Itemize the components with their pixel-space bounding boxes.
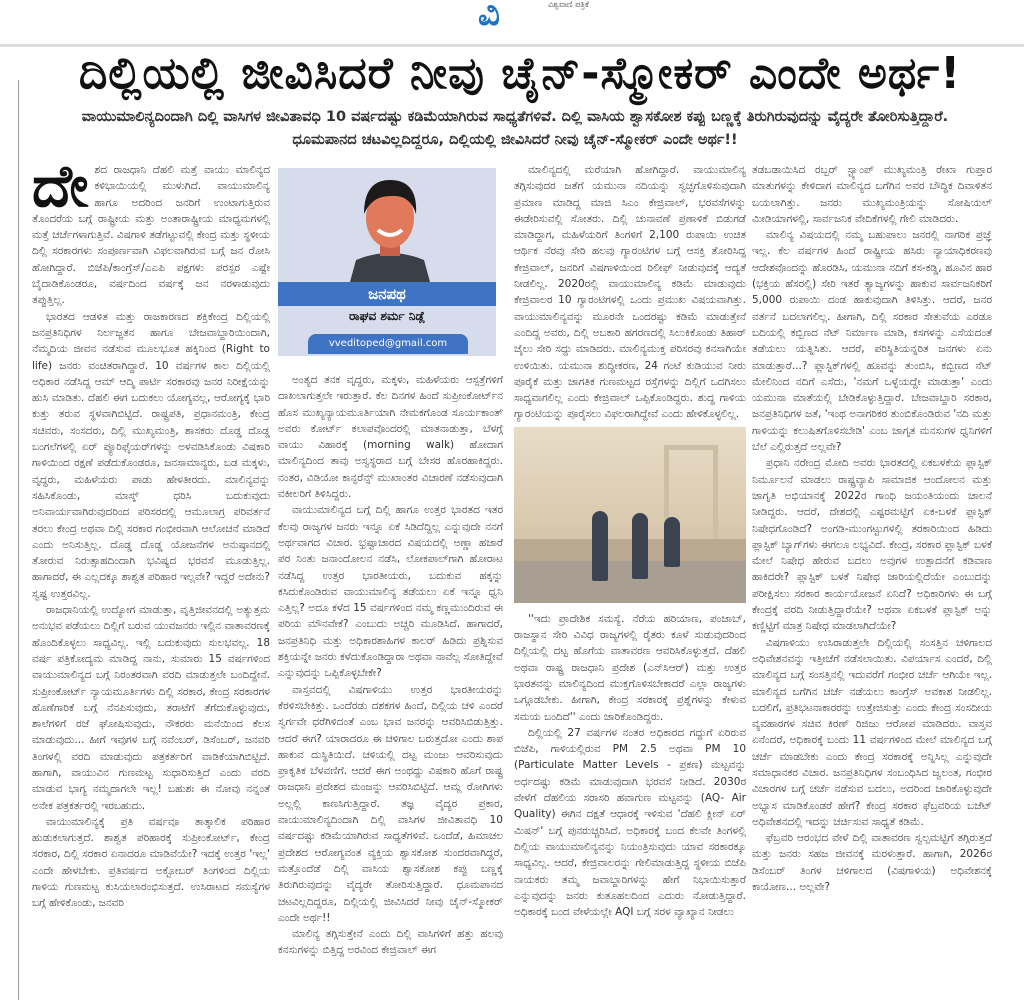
author-photo xyxy=(350,174,430,282)
newspaper-logo-text: ವಿಶ್ವವಾಣಿ ಪತ್ರಿಕೆ xyxy=(548,0,589,9)
column-4 xyxy=(752,162,992,1000)
smog-photo xyxy=(514,427,746,603)
subheadline: ವಾಯುಮಾಲಿನ್ಯದಿಂದಾಗಿ ದಿಲ್ಲಿ ವಾಸಿಗಳ ಜೀವಿತಾವಧಿ 10 ವರ್ಷದಷ್ಟು ಕಡಿಮೆಯಾಗಿರುವ ಸಾಧ್ಯತೆಗಳಿವೆ. ದಿಲ್ಲಿ ವಾಸಿಯ ಶ್ವಾಸಕೋಶ ಕಪ್ಪು ಬಣ್ಣಕ್ಕೆ ತಿರುಗಿರುವುದನ್ನು ವೈದ್ಯರೇ ತೋರಿಸುತ್ತಿದ್ದಾರೆ. ಧೂಮಪಾನದ ಚಟವಿಲ್ಲದಿದ್ದರೂ, ದಿಲ್ಲಿಯಲ್ಲಿ ಜೀವಿಸಿದರೆ ನೀವು ಚೈನ್-ಸ್ಮೋಕರ್ ಎಂದೇ ಅರ್ಥ!! xyxy=(81,109,949,148)
headline: ದಿಲ್ಲಿಯಲ್ಲಿ ಜೀವಿಸಿದರೆ ನೀವು ಚೈನ್-ಸ್ಮೋಕರ್ ಎಂದೇ ಅರ್ಥ! xyxy=(78,48,962,99)
person-figure xyxy=(664,517,680,567)
column-2 xyxy=(278,372,503,1000)
author-name: ರಾಘವ ಶರ್ಮ ನಿಡ್ಲೆ xyxy=(348,309,426,323)
paragraph: ಮಾಲಿನ್ಯ ತಗ್ಗಿಸುತ್ತೇನೆ ಎಂದು ದಿಲ್ಲಿ ವಾಸಿಗಳಿಗೆ ಹತ್ತು ಹಲವು ಕನಸುಗಳನ್ನು ಬಿತ್ತಿದ್ದ ಅರವಿಂದ ಕೇಜ್ರಿವಾಲ್ ಈಗ xyxy=(278,928,503,957)
person-figure xyxy=(592,511,608,581)
paragraph: ಫೆಬ್ರವರಿ ಆರಂಭದ ವೇಳೆ ದಿಲ್ಲಿ ವಾತಾವರಣ ಸ್ವಲ್ಪಮಟ್ಟಿಗೆ ತಗ್ಗಿರುತ್ತದೆ ಮತ್ತು ಜನರು ಸಹಜ ಜೀವನಕ್ಕೆ ಮರಳುತ್ತಾರೆ. ಹಾಗಾಗಿ, 2026ರ ಡಿಸೆಂಬರ್ ತಿಂಗಳ ಚಳಿಗಾಲದ (ವಿಷಗಾಳಿಯ) ಅಧಿವೇಶನಕ್ಕೆ ಕಾಯೋಣ... ಅಲ್ಲವೇ? xyxy=(752,832,992,894)
ground xyxy=(514,561,746,603)
paragraph: ವಾಯುಮಾಲಿನ್ಯದ ಬಗ್ಗೆ ದಿಲ್ಲಿ ಹಾಗೂ ಉತ್ತರ ಭಾರತದ ಇತರ ಕೆಲವು ರಾಜ್ಯಗಳ ಜನರು ಇನ್ನೂ ಏಕೆ ಸಿಡಿದೆದ್ದಿಲ್ಲ ಎನ್ನುವುದೇ ನನಗೆ ಅರ್ಥವಾಗದ ವಿಚಾರ. ಭ್ರಷ್ಟಾಚಾರದ ವಿಷಯದಲ್ಲಿ ಅಣ್ಣಾ ಹಜಾರೆ ಪರ ನಿಂತು ಜನಾಂದೋಲನ ನಡೆಸಿ, ಲೋಕಪಾಲ್‌ಗಾಗಿ ಹೋರಾಟ ನಡೆಸಿದ್ದ ಉತ್ತರ ಭಾರತೀಯರು, ಬದುಕುವ ಹಕ್ಕನ್ನು ಕಸಿದುಕೊಂಡಿರುವ ವಾಯುಮಾಲಿನ್ಯ ತಡೆಯಲು ಏಕೆ ಇನ್ನೂ ಧ್ವನಿ ಎತ್ತಿಲ್ಲ? ಅದೂ ಕಳೆದ 15 ವರ್ಷಗಳಿಂದ ನಮ್ಮ ಕಣ್ಣಮುಂದಿರುವ ಈ ಪರಿಯ ಮೌನವೇಕೆ? ಎಂಬುದು ಅಚ್ಚರಿ ಮೂಡಿಸಿದೆ. ಹಾಗಾದರೆ, ಜನಪ್ರತಿನಿಧಿ ಮತ್ತು ಅಧಿಕಾರಶಾಹಿಗಳ ಕಾಲರ್ ಹಿಡಿದು ಪ್ರಶ್ನಿಸುವ ಶಕ್ತಿಯನ್ನೇ ಜನರು ಕಳೆದುಕೊಂಡಿದ್ದಾರಾ ಅಥವಾ ನಾವೆಲ್ಲ ಸೋತಿದ್ದೇವೆ ಎನ್ನುವುದನ್ನು ಒಪ್ಪಿಕೊಳ್ಳಬೇಕೇ? xyxy=(278,504,503,680)
barricade xyxy=(514,539,746,561)
paragraph: ಮಾಲಿನ್ಯದಲ್ಲಿ ಮರೆಯಾಗಿ ಹೋಗಿದ್ದಾರೆ. ವಾಯುಮಾಲಿನ್ಯ ತಗ್ಗಿಸುವುದರ ಜತೆಗೆ ಯಮುನಾ ನದಿಯನ್ನು ಸ್ವಚ್ಛಗೊಳಿಸುವುದಾಗಿ ಪ್ರಮಾಣ ಮಾಡಿದ್ದ ಮಾಜಿ ಸಿಎಂ ಕೇಜ್ರಿವಾಲ್, ಭರವಸೆಗಳನ್ನು ಈಡೇರಿಸುವಲ್ಲಿ ಸೋತರು. ದಿಲ್ಲಿ ಚುನಾವಣೆ ಪ್ರಣಾಳಿಕೆ ಬಿಡುಗಡೆ ಮಾಡಿದ್ದಾಗ, ಮಹಿಳೆಯರಿಗೆ ತಿಂಗಳಿಗೆ 2,100 ರುಪಾಯಿ ಉಚಿತ ಆರ್ಥಿಕ ನೆರವು ಸೇರಿ ಹಲವು ಗ್ಯಾರಂಟಿಗಳ ಬಗ್ಗೆ ಆಸಕ್ತಿ ತೋರಿಸಿದ್ದ ಕೇಜ್ರಿವಾಲ್, ಜನರಿಗೆ ವಿಷಗಾಳಿಯಿಂದ ರಿಲೀಫ್ ನೀಡುವುದಕ್ಕೆ ಆದ್ಯತೆ ನೀಡಲಿಲ್ಲ. 2020ರಲ್ಲಿ ವಾಯುಮಾಲಿನ್ಯ ಕಡಿಮೆ ಮಾಡುವುದು ಕೇಜ್ರಿವಾಲರ 10 ಗ್ಯಾರಂಟಿಗಳಲ್ಲಿ ಒಂದು ಪ್ರಮುಖ ವಿಷಯವಾಗಿತ್ತು. ವಾಯುಮಾಲಿನ್ಯವನ್ನು ಮೂರನೇ ಒಂದರಷ್ಟು ಕಡಿಮೆ ಮಾಡುತ್ತೇನೆ ಎಂದಿದ್ದ ಅವರು, ದಿಲ್ಲಿ ಅಬಕಾರಿ ಹಗರಣದಲ್ಲಿ ಸಿಲುಕಿಕೊಂಡು ತಿಹಾರ್ ಜೈಲು ಸೇರಿ ಸದ್ದು ಮಾಡಿದರು. ಮಾಲಿನ್ಯಮುಕ್ತ ಪರಿಸರವು ಕನಸಾಗಿಯೇ ಉಳಿಯಿತು. ಯಮುನಾ ಶುದ್ಧೀಕರಣ, 24 ಗಂಟೆ ಕುಡಿಯುವ ನೀರು ಪೂರೈಕೆ ಮತ್ತು ಜಾಗತಿಕ ಗುಣಮಟ್ಟದ ರಸ್ತೆಗಳನ್ನು ದಿಲ್ಲಿಗೆ ಒದಗಿಸಲು ಸಾಧ್ಯವಾಗಲಿಲ್ಲ ಎಂದು ಕೇಜ್ರಿವಾಲ್ ಒಪ್ಪಿಕೊಂಡಿದ್ದರು. ಶುದ್ಧ ಗಾಳಿಯ ಗ್ಯಾರಂಟಿಯನ್ನು ಪೂರೈಸಲು ವಿಫಲರಾಗಿದ್ದೇವೆ ಎಂದು ಹೇಳಿಕೊಳ್ಳಲಿಲ್ಲ. xyxy=(514,164,746,421)
column-3 xyxy=(514,162,746,1000)
paragraph xyxy=(32,162,270,309)
paragraph: ಅಂತ್ಯದ ತನಕ ವೃದ್ಧರು, ಮಕ್ಕಳು, ಮಹಿಳೆಯರು ಆಸ್ಪತ್ರೆಗಳಿಗೆ ದಾಖಲಾಗುತ್ತಲೇ ಇರುತ್ತಾರೆ. ಕೆಲ ದಿನಗಳ ಹಿಂದೆ ಸುಪ್ರೀಂಕೋರ್ಟ್‌ನ ಹೊಸ ಮುಖ್ಯನ್ಯಾಯಮೂರ್ತಿಯಾಗಿ ನೇಮಕಗೊಂಡ ಸೂರ್ಯಕಾಂತ್ ಅವರು ಕೋರ್ಟ್ ಕಲಾಪವೊಂದರಲ್ಲಿ ಮಾತನಾಡುತ್ತಾ, ಬೆಳಗ್ಗೆ ವಾಯು ವಿಹಾರಕ್ಕೆ (morning walk) ಹೋದಾಗ ಮಾಲಿನ್ಯದಿಂದ ತಾವು ಅಸ್ವಸ್ಥರಾದ ಬಗ್ಗೆ ಬೇಸರ ಹೊರಹಾಕಿದ್ದರು. ನಂತರ, ವಿಡಿಯೋ ಕಾನ್ಫರೆನ್ಸ್ ಮುಖಾಂತರ ವಿಚಾರಣೆ ನಡೆಸುವುದಾಗಿ ವಕೀಲರಿಗೆ ತಿಳಿಸಿದ್ದರು. xyxy=(278,374,503,501)
person-figure xyxy=(632,513,648,579)
paragraph: ಭಾರತದ ಆಡಳಿತ ಮತ್ತು ರಾಜಕಾರಣದ ಶಕ್ತಿಕೇಂದ್ರ ದಿಲ್ಲಿಯಲ್ಲಿ ಜನಪ್ರತಿನಿಧಿಗಳ ನಿರ್ಲಜ್ಜತನ ಹಾಗೂ ಬೇಜವಾಬ್ದಾರಿಯಿಂದಾಗಿ, ನೆಮ್ಮದಿಯ ಜೀವನ ನಡೆಸುವ ಮೂಲಭೂತ ಹಕ್ಕಿನಿಂದ (Right to life) ಜನರು ವಂಚಿತರಾಗಿದ್ದಾರೆ. 10 ವರ್ಷಗಳ ಕಾಲ ದಿಲ್ಲಿಯಲ್ಲಿ ಅಧಿಕಾರ ನಡೆಸಿದ್ದ ಆಮ್ ಆದ್ಮಿ ಪಾರ್ಟಿ ಸರಕಾರವು ಜನರ ನಿರೀಕ್ಷೆಯನ್ನು ಹುಸಿ ಮಾಡಿತು. ದೆಹಲಿ ಈಗ ಬದುಕಲು ಯೋಗ್ಯವಲ್ಲ, ಆರೋಗ್ಯಕ್ಕೆ ಭಾರಿ ಕುತ್ತು ತರುವ ಸ್ಥಳವಾಗಿಬಿಟ್ಟಿದೆ. ರಾಷ್ಟ್ರಪತಿ, ಪ್ರಧಾನಮಂತ್ರಿ, ಕೇಂದ್ರ ಸಚಿವರು, ಸಂಸದರು, ದಿಲ್ಲಿ ಮುಖ್ಯಮಂತ್ರಿ, ಶಾಸಕರು ದೊಡ್ಡ ದೊಡ್ಡ ಬಂಗಲೆಗಳಲ್ಲಿ ಏರ್ ಪ್ಯೂರಿಫೈಯರ್‌ಗಳನ್ನು ಅಳವಡಿಸಿಕೊಂಡು ವಿಷಕಾರಿ ಗಾಳಿಯಿಂದ ರಕ್ಷಣೆ ಪಡೆದುಕೊಂಡರೂ, ಜನಸಾಮಾನ್ಯರು, ಬಡ ಮಕ್ಕಳು, ವೃದ್ಧರು, ಮಹಿಳೆಯರು ಪಾಡು ಹೇಳತೀರದು. ಮಾಲಿನ್ಯವನ್ನು ಸಹಿಸಿಕೊಂಡು, ಮಾಸ್ಕ್ ಧರಿಸಿ ಬದುಕುವುದು ಅನಿವಾರ್ಯವಾಗಿರುವುದರಿಂದ ಪರಿಸರದಲ್ಲಿ ಆಮೂಲಾಗ್ರ ಪರಿವರ್ತನೆ ತರಲು ಕೇಂದ್ರ ಅಥವಾ ದಿಲ್ಲಿ ಸರಕಾರ ಗಂಭೀರವಾಗಿ ಆಲೋಚನೆ ಮಾಡಿದೆ ಎಂದು ಅನಿಸುತ್ತಿಲ್ಲ. ದೊಡ್ಡ ದೊಡ್ಡ ಯೋಜನೆಗಳ ಅನುಷ್ಠಾನದಲ್ಲಿ ತೋರುವ ನಿರುತ್ಸಾಹದಿಂದಾಗಿ ಭವಿಷ್ಯದ ಭರವಸೆ ಮೂಡುತ್ತಿಲ್ಲ. ಹಾಗಾದರೆ, ಈ ಎಲ್ಲದಕ್ಕೂ ಶಾಶ್ವತ ಪರಿಹಾರ ಇಲ್ಲವೇ? ಇದ್ದರೆ ಅದೇನು? ಸ್ವಷ್ಟ ಉತ್ತರವಿಲ್ಲ. xyxy=(32,310,270,600)
author-box xyxy=(278,168,496,356)
newspaper-logo: ವಿ xyxy=(478,0,500,34)
paragraph: ದಿಲ್ಲಿಯಲ್ಲಿ 27 ವರ್ಷಗಳ ನಂತರ ಅಧಿಕಾರದ ಗದ್ದುಗೆ ಏರಿರುವ ಬಿಜೆಪಿ, ಗಾಳಿಯಲ್ಲಿರುವ PM 2.5 ಅಥವಾ PM 10 (Particulate Matter Levels - ಪ್ರಕಣ) ಮಟ್ಟವನ್ನು ಅರ್ಧದಷ್ಟು ಕಡಿಮೆ ಮಾಡುವುದಾಗಿ ಭರವಸೆ ನೀಡಿದೆ. 2030ರ ವೇಳೆಗೆ ದೆಹಲಿಯ ಸರಾಸರಿ ಹವಾಗುಣ ಮಟ್ಟವನ್ನು (AQ- Air Quality) ಈಗಿನ ದಕ್ಷತೆ ಆಧಾರಕ್ಕೆ ಇಳಿಸುವ 'ದೆಹಲಿ ಕ್ಲೀನ್ ಏರ್ ಮಿಷನ್' ಬಗ್ಗೆ ಪುನರುಚ್ಚರಿಸಿದೆ. ಅಧಿಕಾರಕ್ಕೆ ಬಂದ ಕೆಲವೇ ತಿಂಗಳಲ್ಲಿ ದಿಲ್ಲಿಯ ವಾಯುಮಾಲಿನ್ಯವನ್ನು ನಿಯಂತ್ರಿಸುವುದು ಯಾವ ಸರಕಾರಕ್ಕೂ ಸಾಧ್ಯವಿಲ್ಲ. ಆದರೆ, ಕೇಜ್ರಿವಾಲರನ್ನು ಗೇಲಿಮಾಡುತ್ತಿದ್ದ ಸ್ಥಳೀಯ ಬಿಜೆಪಿ ನಾಯಕರು ತಮ್ಮ ಜವಾಬ್ದಾರಿಗಳನ್ನು ಹೇಗೆ ನಿಭಾಯಿಸುತ್ತಾರೆ ಎನ್ನುವುದನ್ನು ಜನರು ಕುತೂಹಲದಿಂದ ಎದುರು ನೋಡುತ್ತಿದ್ದಾರೆ. ಅಧಿಕಾರಕ್ಕೆ ಬಂದ ವೇಳೆಯಲ್ಲೇ AQI ಬಗ್ಗೆ ಸರಳ ವ್ಯಾಖ್ಯಾನ ನೀಡಲು xyxy=(514,726,746,919)
masthead xyxy=(0,0,1024,47)
paragraph: ವಾಸ್ತವದಲ್ಲಿ ವಿಷಗಾಳಿಯು ಉತ್ತರ ಭಾರತೀಯರನ್ನು ಕೆರಳಿಸಬೇಕಿತ್ತು. ಒಂದೆರಡು ದಶಕಗಳ ಹಿಂದೆ, ದಿಲ್ಲಿಯ ಚಳಿ ಎಂದರೆ ಸ್ವರ್ಗವೇ ಧರೆಗಿಳಿದಂತೆ ಎಂಬ ಭಾವ ಜನರನ್ನು ಆವರಿಸಿಬಿಡುತ್ತಿತ್ತು. ಆದರೆ ಈಗ? ಯಾರಾದರೂ ಈ ಚಳಿಗಾಲ ಬರುತ್ತದೋ ಎಂದು ಶಾಪ ಹಾಕುವ ದುಸ್ಥಿತಿಯಿದೆ. ಚಳಿಯಲ್ಲಿ ದಟ್ಟ ಮಂಜು ಆವರಿಸುವುದು ಪ್ರಾಕೃತಿಕ ಬೆಳವಣಿಗೆ. ಆದರೆ ಈಗ ಅಂಥದ್ದು ವಿಷಕಾರಿ ಹೊಗೆ ರಾಷ್ಟ್ರ ರಾಜಧಾನಿ ಪ್ರದೇಶದ ಮಂಜನ್ನು ಆವರಿಸಿಬಿಟ್ಟಿದೆ. ಆಮ್ಲ ರೋಗಿಗಳು ಅಲ್ಲಲ್ಲಿ ಕಾಣಸಿಗುತ್ತಿದ್ದಾರೆ. ತಜ್ಞ ವೈದ್ಯರ ಪ್ರಕಾರ, ವಾಯುಮಾಲಿನ್ಯದಿಂದಾಗಿ ದಿಲ್ಲಿ ವಾಸಿಗಳ ಜೀವಿತಾವಧಿ 10 ವರ್ಷದಷ್ಟು ಕಡಿಮೆಯಾಗಿರುವ ಸಾಧ್ಯತೆಗಳಿವೆ. ಒಂದೆಡೆ, ಹಿಮಾಚಲ ಪ್ರದೇಶದ ಆರೋಗ್ಯವಂತ ವ್ಯಕ್ತಿಯ ಶ್ವಾಸಕೋಶ ಸುಂದರವಾಗಿದ್ದರೆ, ಮತ್ತೊಂದೆಡೆ ದಿಲ್ಲಿ ವಾಸಿಯ ಶ್ವಾಸಕೋಶ ಕಪ್ಪು ಬಣ್ಣಕ್ಕೆ ತಿರುಗಿರುವುದನ್ನು ವೈದ್ಯರೇ ತೋರಿಸುತ್ತಿದ್ದಾರೆ. ಧೂಮಪಾನದ ಚಟವಿಲ್ಲದಿದ್ದರೂ, ದಿಲ್ಲಿಯಲ್ಲಿ ಜೀವಿಸಿದರೆ ನೀವು ಚೈನ್-ಸ್ಮೋಕರ್ ಎಂದೇ ಅರ್ಥ!! xyxy=(278,683,503,924)
paragraph: ರಾಜಧಾನಿಯಲ್ಲಿ ಉದ್ಯೋಗ ಮಾಡುತ್ತಾ, ವೃತ್ತಿಜೀವನದಲ್ಲಿ ಅತ್ಯುತ್ತಮ ಅನುಭವ ಪಡೆಯಲು ದಿಲ್ಲಿಗೆ ಬರುವ ಯುವಜನರು ಇಲ್ಲಿನ ವಾತಾವರಣಕ್ಕೆ ಹೊಂದಿಕೊಳ್ಳಲು ಸಾಧ್ಯವಿಲ್ಲ. ಇಲ್ಲಿ ಬದುಕುವುದು ಸುಲಭವಲ್ಲ. 18 ವರ್ಷ ಪತ್ರಿಕೋದ್ಯಮ ಮಾಡಿದ್ದ ನಾನು, ಸುಮಾರು 15 ವರ್ಷಗಳಿಂದ ವಾಯುಮಾಲಿನ್ಯದ ಬಗ್ಗೆ ನಿರಂತರವಾಗಿ ವರದಿ ಮಾಡುತ್ತಲೇ ಬಂದಿದ್ದೇನೆ. ಸುಪ್ರೀಂಕೋರ್ಟ್ ನ್ಯಾಯಮೂರ್ತಿಗಳು ದಿಲ್ಲಿ ಸರಕಾರ, ಕೇಂದ್ರ ಸರಕಾರಗಳ ಹೊಣೆಗಾರಿಕೆ ಬಗ್ಗೆ ನೆನಪಿಸುವುದು, ತರಾಟೆಗೆ ತೆಗೆದುಕೊಳ್ಳುವುದು, ಶಾಲೆಗಳಿಗೆ ರಜೆ ಘೋಷಿಸುವುದು, ನೌಕರರು ಮನೆಯಿಂದ ಕೆಲಸ ಮಾಡುವುದು... ಹೀಗೆ ಇವುಗಳ ಬಗ್ಗೆ ನವೆಂಬರ್, ಡಿಸೆಂಬರ್, ಜನವರಿ ತಿಂಗಳಲ್ಲಿ ವರದಿ ಮಾಡುವುದು ಪತ್ರಕರ್ತರಿಗೆ ವಾಡಿಕೆಯಾಗಿಬಿಟ್ಟಿದೆ. ಹಾಗಾಗಿ, ವಾಯುವಿನ ಗುಣಮಟ್ಟ ಸುಧಾರಿಸುತ್ತಿದೆ ಎಂದು ವರದಿ ಮಾಡುವ ಭಾಗ್ಯ ನಮ್ಮದಾಗಲೇ ಇಲ್ಲ! ಬಹುಶಃ ಈ ನೋವು ನನ್ನಂತೆ ಅನೇಕ ಪತ್ರಕರ್ತರಲ್ಲಿ ಇರಬಹುದು. xyxy=(32,604,270,812)
column-1 xyxy=(32,162,270,1000)
paragraph: ಮಾಲಿನ್ಯ ವಿಷಯದಲ್ಲಿ ನಮ್ಮ ಬಹುಪಾಲು ಜನರಲ್ಲಿ ನಾಗರಿಕ ಪ್ರಜ್ಞೆ ಇಲ್ಲ. ಕೆಲ ವರ್ಷಗಳ ಹಿಂದೆ ರಾಷ್ಟ್ರೀಯ ಹಸಿರು ನ್ಯಾಯಾಧಿಕರಣವು ಆದೇಶವೊಂದನ್ನು ಹೊರಡಿಸಿ, ಯಮುನಾ ನದಿಗೆ ಕಸ-ಕಡ್ಡಿ, ಹೂವಿನ ಹಾರ (ಭಕ್ತಿಯ ಹೆಸರಲ್ಲಿ) ಸೇರಿ ಇತರೆ ತ್ಯಾಜ್ಯಗಳನ್ನು ಹಾಕುವ ಸಾರ್ವಜನಿಕರಿಗೆ 5,000 ರುಪಾಯಿ ದಂಡ ಹಾಕುವುದಾಗಿ ತಿಳಿಸಿತ್ತು. ಆದರೆ, ಜನರ ವರ್ತನೆ ಬದಲಾಗಲಿಲ್ಲ. ಹೀಗಾಗಿ, ದಿಲ್ಲಿ ಸರಕಾರ ಸೇತುವೆಯ ಎರಡೂ ಬದಿಯಲ್ಲಿ ಕಬ್ಬಿಣದ ನೆಟ್ ನಿರ್ಮಾಣ ಮಾಡಿ, ಕಸಗಳನ್ನು ಎಸೆಯದಂತೆ ತಡೆಯಲು ಯತ್ನಿಸಿತು. ಆದರೆ, ಪರಿಸ್ಥಿತಿಯನ್ನರಿತ ಜನಗಳು ಏನು ಮಾಡುತ್ತಾರೆ...? ಪ್ಲಾಸ್ಟಿಕ್‌ಗಳಲ್ಲಿ ಹೂವನ್ನು ತುಂಬಿಸಿ, ಕಬ್ಬಿಣದ ನೆಟ್ ಮೇಲಿನಿಂದ ನದಿಗೆ ಎಸೆದು, 'ನಮಗೆ ಒಳ್ಳೆಯದ್ದೇ ಮಾಡುತ್ತಾ' ಎಂದು ಯಮುನಾ ಮಾತೆಯಲ್ಲಿ ಬೇಡಿಕೊಳ್ಳುತ್ತಿದ್ದಾರೆ. ಬೇಜವಾಬ್ದಾರಿ ಸರಕಾರ, ಜನಪ್ರತಿನಿಧಿಗಳ ಜತೆ, 'ಇಂಥ ಅನಾಗರಿಕರ ತುಂಬಿಕೊಂಡಿರುವ 'ನದಿ ಮತ್ತು ಗಾಳಿಯನ್ನು ಕಲುಷಿತಗೊಳಿಸಬೇಡಿ' ಎಂಬ ಜಾಗೃತ ಮನಸುಗಳ ಧ್ವನಿಗಳಿಗೆ ಬೆಲೆ ಎಲ್ಲಿರುತ್ತದೆ ಅಲ್ಲವೇ? xyxy=(752,229,992,454)
paragraph: ವಾಯುಮಾಲಿನ್ಯಕ್ಕೆ ಪ್ರತಿ ವರ್ಷವೂ ತಾತ್ಕಾಲಿಕ ಪರಿಹಾರ ಹುಡುಕಲಾಗುತ್ತದೆ. ಶಾಶ್ವತ ಪರಿಹಾರಕ್ಕೆ ಸುಪ್ರೀಂಕೋರ್ಟ್, ಕೇಂದ್ರ ಸರಕಾರ, ದಿಲ್ಲಿ ಸರಕಾರ ಏನಾದರೂ ಮಾಡಿವೆಯೇ? ಇದಕ್ಕೆ ಉತ್ತರ 'ಇಲ್ಲ' ಎಂದೇ ಹೇಳಬೇಕು. ಪ್ರತಿವರ್ಷದ ಅಕ್ಟೋಬರ್ ತಿಂಗಳಿಂದ ದಿಲ್ಲಿಯ ಗಾಳಿಯ ಗುಣಮಟ್ಟ ಕುಸಿಯಲಾರಂಭಿಸುತ್ತದೆ. ಉಸಿರಾಟದ ಸಮಸ್ಯೆಗಳ ಬಗ್ಗೆ ಹೇಳಿಕೊಂಡು, ಜನವರಿ xyxy=(32,815,270,910)
column-rule xyxy=(18,80,19,1000)
author-email[interactable]: vveditoped@gmail.com xyxy=(308,334,468,354)
paragraph: ತಡಬಡಾಯಿಸಿದ ರಬ್ಬರ್ ಸ್ಟ್ಯಾಂಪ್ ಮುಖ್ಯಮಂತ್ರಿ ರೇಖಾ ಗುಪ್ತಾರ ಮಾತುಗಳನ್ನು ಕೇಳಿದಾಗ ಮಾಲಿನ್ಯದ ಬಗೆಗಿನ ಅವರ ಬೌದ್ಧಿಕ ದಿವಾಳಿತನ ಬಯಲಾಗಿತ್ತು. ಜನರು ಮುಖ್ಯಮಂತ್ರಿಯನ್ನು ಸೋಷಿಯಲ್ ಮೀಡಿಯಾಗಳಲ್ಲಿ, ಸಾರ್ವಜನಿಕ ವೇದಿಕೆಗಳಲ್ಲಿ ಗೇಲಿ ಮಾಡಿದರು. xyxy=(752,164,992,225)
paragraph: ಪ್ರಧಾನಿ ನರೇಂದ್ರ ಮೋದಿ ಅವರು ಭಾರತದಲ್ಲಿ ಏಕಬಳಕೆಯ ಪ್ಲಾಸ್ಟಿಕ್ ನಿರ್ಮೂಲನೆ ಮಾಡಲು ರಾಷ್ಟ್ರವ್ಯಾಪಿ ಸಾಮಾಜಿಕ ಆಂದೋಲನ ಮತ್ತು ಜಾಗೃತಿ ಅಭಿಯಾನಕ್ಕೆ 2022ರ ಗಾಂಧಿ ಜಯಂತಿಯಂದು ಚಾಲನೆ ನೀಡಿದ್ದರು. ಆದರೆ, ದೇಶದಲ್ಲಿ ಎಷ್ಟರಮಟ್ಟಿಗೆ ಏಕ-ಬಳಕೆ ಪ್ಲಾಸ್ಟಿಕ್ ನಿಷೇಧಗೊಂಡಿದೆ? ಅಂಗಡಿ-ಮುಂಗಟ್ಟುಗಳಲ್ಲಿ ತರಕಾರಿಯಿಂದ ಹಿಡಿದು ಪ್ಲಾಸ್ಟಿಕ್ ಬ್ಯಾಗ್‌ಗಳು ಈಗಲೂ ಲಭ್ಯವಿದೆ. ಕೇಂದ್ರ, ಸರಕಾರ ಪ್ಲಾಸ್ಟಿಕ್ ಬಳಕೆ ಮೇಲೆ ನಿಷೇಧ ಹೇರುವ ಬದಲು ಅವುಗಳ ಉತ್ಪಾದನೆಗೆ ಕಡಿವಾಣ ಹಾಕಿದರೇ? ಪ್ಲಾಸ್ಟಿಕ್ ಬಳಕೆ ನಿಷೇಧ ಜಾರಿಯಲ್ಲಿದೆಯೇ ಎಂಬುದನ್ನು ಪರೀಕ್ಷಿಸಲು ಸರಕಾರ ಕಾರ್ಯಯೋಜನೆ ಏನಿದೆ? ಅಧಿಕಾರಿಗಳು ಈ ಬಗ್ಗೆ ಕೇಂದ್ರಕ್ಕೆ ವರದಿ ನೀಡುತ್ತಿದ್ದಾರೆಯೇ? ಅಥವಾ ಏಕಬಳಕೆ ಪ್ಲಾಸ್ಟಿಕ್ ಅನ್ನು ಕಣ್ಣಿಟ್ಟಿಗೆ ಮಾತ್ರ ನಿಷೇಧ ಮಾಡಲಾಗಿದೆಯೇ? xyxy=(752,457,992,633)
paragraph: ವಿಷಗಾಳಿಯು ಉಸಿರಾಡುತ್ತಲೇ ದಿಲ್ಲಿಯಲ್ಲಿ ಸಂಸತ್ತಿನ ಚಳಿಗಾಲದ ಅಧಿವೇಶನವನ್ನು ಇತ್ತೀಚೆಗೆ ನಡೆಸಲಾಯಿತು. ವಿಪರ್ಯಾಸ ಎಂದರೆ, ದಿಲ್ಲಿ ಮಾಲಿನ್ಯದ ಬಗ್ಗೆ ಸಂಸತ್ತಿನಲ್ಲಿ ಇದುವರೆಗೆ ಗಂಭೀರ ಚರ್ಚೆ ಆಗಿಯೇ ಇಲ್ಲ. ಮಾಲಿನ್ಯದ ಬಗೆಗಿನ ಚರ್ಚೆ ನಡೆಯಲು ಕಾಂಗ್ರೆಸ್ ಅವಕಾಶ ನೀಡಲಿಲ್ಲ. ಬದಲಿಗೆ, ಪ್ರತಿಭಟನಾಕಾರರನ್ನು ಉತ್ತೇಜಿಸುತ್ತು ಎಂದು ಕೇಂದ್ರ ಸಂಸದೀಯ ವ್ಯವಹಾರಗಳ ಸಚಿವ ಕಿರಣ್ ರಿಜಿಜು ಆರೋಪ ಮಾಡಿದರು. ವಾಸ್ತವ ಏನೆಂದರೆ, ಅಧಿಕಾರಕ್ಕೆ ಬಂದು 11 ವರ್ಷಗಳಿಂದ ಮೇಲೆ ಮಾಲಿನ್ಯದ ಬಗ್ಗೆ ಚರ್ಚೆ ಮಾಡಬೇಕು ಎಂದು ಕೇಂದ್ರ ಸರಕಾರಕ್ಕೆ ಅನ್ನಿಸಿಲ್ಲ ಎನ್ನುವುದೇ ಸಮಾಧಾನಕರ ವಿಚಾರ. ಜನಪ್ರತಿನಿಧಿಗಳ ಸಂಬಂಧಿಸಿದ ಜ್ವಲಂತ, ಗಂಭೀರ ವಿಚಾರಗಳ ಬಗ್ಗೆ ಚರ್ಚೆ ನಡೆಸುವ ಬದಲು, ಅದರಿಂದ ಜಾರಿಕೊಳ್ಳುವುದೇ ಅಭ್ಯಾಸ ಮಾಡಿಕೊಂಡರೆ ಹೇಗೆ? ಕೇಂದ್ರ ಸರಕಾರ ಫೆಬ್ರವರಿಯ ಬಜೆಟ್ ಅಧಿವೇಶನದಲ್ಲಿ ಇದನ್ನು ಚರ್ಚಿಸುವ ಸಾಧ್ಯತೆ ಕಡಿಮೆ. xyxy=(752,636,992,828)
column-name-banner: ಜನಪಥ xyxy=(278,282,496,306)
paragraph: ''ಇದು ಪ್ರಾದೇಶಿಕ ಸಮಸ್ಯೆ. ನೆರೆಯ ಹರಿಯಾಣ, ಪಂಜಾಬ್, ರಾಜಸ್ಥಾನ ಸೇರಿ ವಿವಿಧ ರಾಜ್ಯಗಳಲ್ಲಿ ರೈತರು ಕೂಳೆ ಸುಡುವುದರಿಂದ ದಿಲ್ಲಿಯಲ್ಲಿ ದಟ್ಟ ಹೊಗೆಯ ವಾತಾವರಣ ಆವರಿಸಿಕೊಳ್ಳುತ್ತದೆ. ದೆಹಲಿ ಅಥವಾ ರಾಷ್ಟ್ರ ರಾಜಧಾನಿ ಪ್ರದೇಶ (ಎನ್‌ಸಿಆರ್) ಮತ್ತು ಉತ್ತರ ಭಾರತವನ್ನು ಮಾಲಿನ್ಯದಿಂದ ಮುಕ್ತಗೊಳಿಸಬೇಕಾದರೆ ಎಲ್ಲಾ ರಾಜ್ಯಗಳು ಒಗ್ಗೂಡಬೇಕು. ಹೀಗಾಗಿ, ಕೇಂದ್ರ ಸರಕಾರಕ್ಕೆ ಪ್ರಶ್ನೆಗಳನ್ನು ಕೇಳುವ ಸಮಯ ಬಂದಿದೆ'' ಎಂದು ಜಾರಿಕೊಂಡಿದ್ದರು. xyxy=(514,612,746,723)
paragraph-text: ಶದ ರಾಜಧಾನಿ ದೆಹಲಿ ಮತ್ತೆ ವಾಯು ಮಾಲಿನ್ಯದ ಕಳಿಭಾಯಿಯಲ್ಲಿ ಮುಳುಗಿದೆ. ವಾಯುಮಾಲಿನ್ಯ ಹಾಗೂ ಅದರಿಂದ ಜನರಿಗೆ ಉಂಟಾಗುತ್ತಿರುವ ತೊಂದರೆಯ ಬಗ್ಗೆ ರಾಷ್ಟ್ರೀಯ ಮತ್ತು ಅಂತಾರಾಷ್ಟ್ರೀಯ ಮಾಧ್ಯಮಗಳಲ್ಲಿ ಮತ್ತೆ ಚರ್ಚೆಗಳಾಗುತ್ತಿವೆ. ವಿಷಗಾಳಿ ತಡೆಗಟ್ಟುವಲ್ಲಿ ಕೇಂದ್ರ ಮತ್ತು ಸ್ಥಳೀಯ ದಿಲ್ಲಿ ಸರಕಾರಗಳು ಸಂಪೂರ್ಣವಾಗಿ ವಿಫಲವಾಗಿರುವ ಬಗ್ಗೆ ಜನ ರೋಸಿ ಹೋಗಿದ್ದಾರೆ. ಬಿಜೆಪಿ/ಕಾಂಗ್ರೆಸ್/ಎಎಪಿ ಪಕ್ಷಗಳು ಪರಸ್ಪರ ಎಷ್ಟೇ ಬೈದಾಡಿಕೊಂಡರೂ, ವರ್ಷದಿಂದ ವರ್ಷಕ್ಕೆ ಜನ ನರಳಾಡುವುದು ತಪ್ಪುತ್ತಿಲ್ಲ. xyxy=(32,164,270,307)
drop-cap: ದೇ xyxy=(32,162,89,220)
